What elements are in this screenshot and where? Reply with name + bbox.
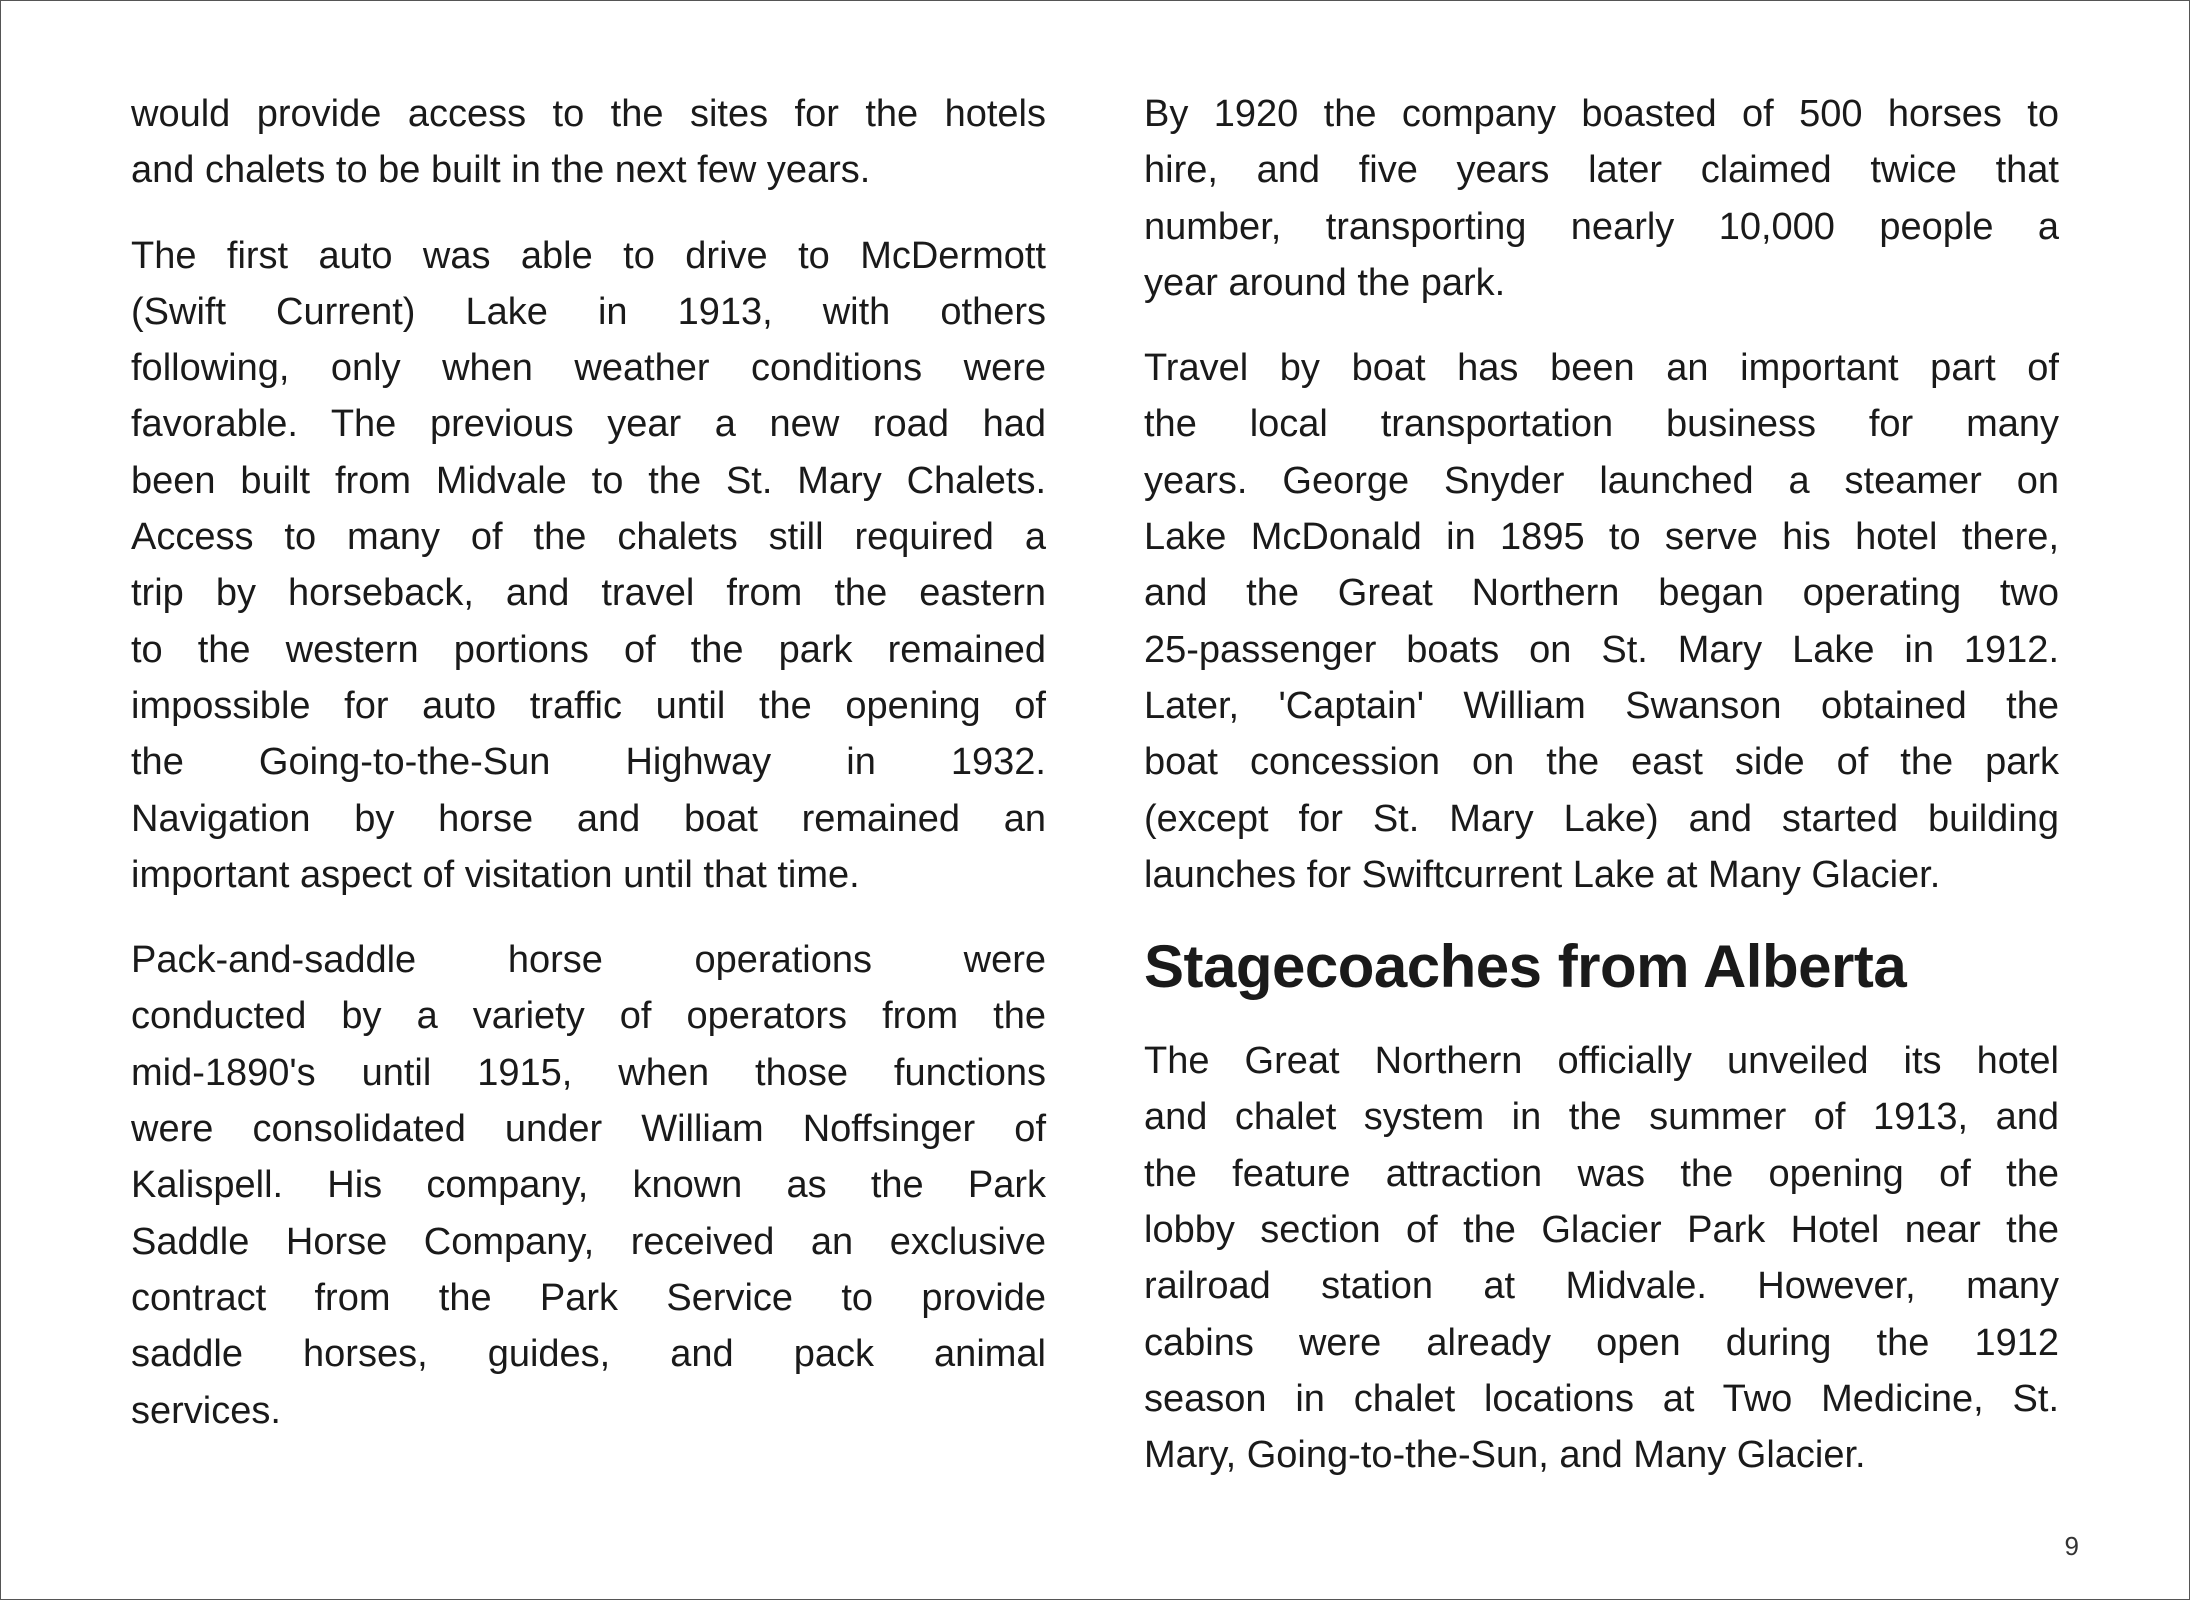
text-line: saddle horses, guides, and pack animal xyxy=(131,1333,1046,1376)
text-line: boat concession on the east side of the park xyxy=(1144,741,2059,784)
text-line: the feature attraction was the opening of the xyxy=(1144,1152,2059,1195)
text-line: (except for St. Mary Lake) and started building xyxy=(1144,797,2059,840)
text-line: years. George Snyder launched a steamer on xyxy=(1144,459,2059,502)
text-line: Later, 'Captain' William Swanson obtained the xyxy=(1144,684,2059,727)
text-line: to the western portions of the park remained xyxy=(131,628,1046,671)
text-line: launches for Swiftcurrent Lake at Many Glacier. xyxy=(1144,853,1941,896)
paragraph xyxy=(131,932,1046,1439)
text-line: Saddle Horse Company, received an exclusive xyxy=(131,1220,1046,1263)
text-line: Pack-and-saddle horse operations were xyxy=(131,939,1046,982)
text-line: services. xyxy=(131,1389,281,1432)
text-line: the local transportation business for many xyxy=(1144,403,2059,446)
text-line: (Swift Current) Lake in 1913, with others xyxy=(131,290,1046,333)
right-column xyxy=(1144,86,2059,1513)
text-line: cabins were already open during the 1912 xyxy=(1144,1321,2059,1364)
text-line: The Great Northern officially unveiled its hotel xyxy=(1144,1040,2059,1083)
text-line: impossible for auto traffic until the opening of xyxy=(131,684,1046,727)
page-number: 9 xyxy=(2064,1531,2079,1561)
text-line: mid-1890's until 1915, when those functions xyxy=(131,1051,1046,1094)
text-line: lobby section of the Glacier Park Hotel near the xyxy=(1144,1209,2059,1252)
text-line: were consolidated under William Noffsinger of xyxy=(131,1108,1046,1151)
paragraph xyxy=(131,228,1046,904)
text-line: year around the park. xyxy=(1144,261,1506,304)
text-line: By 1920 the company boasted of 500 horses to xyxy=(1144,93,2059,135)
text-line: been built from Midvale to the St. Mary Chalets. xyxy=(131,459,1046,502)
paragraph xyxy=(1144,340,2059,903)
right-column-intro xyxy=(1144,86,2059,903)
text-line: Travel by boat has been an important part of xyxy=(1144,347,2059,390)
paragraph xyxy=(131,86,1046,199)
text-line: Kalispell. His company, known as the Park xyxy=(131,1164,1046,1207)
text-line: Lake McDonald in 1895 to serve his hotel there, xyxy=(1144,516,2059,559)
text-line: the Going-to-the-Sun Highway in 1932. xyxy=(131,741,1046,784)
text-line: important aspect of visitation until that time. xyxy=(131,853,860,896)
text-line: Mary, Going-to-the-Sun, and Many Glacier. xyxy=(1144,1434,1866,1477)
text-line: contract from the Park Service to provide xyxy=(131,1276,1046,1319)
text-line: and the Great Northern began operating two xyxy=(1144,572,2059,615)
text-line: number, transporting nearly 10,000 people a xyxy=(1144,205,2059,248)
text-line: would provide access to the sites for the hotels xyxy=(131,93,1046,135)
text-line: trip by horseback, and travel from the eastern xyxy=(131,572,1046,615)
text-line: 25-passenger boats on St. Mary Lake in 1912. xyxy=(1144,628,2059,671)
paragraph xyxy=(1144,86,2059,311)
text-line: and chalet system in the summer of 1913, and xyxy=(1144,1096,2059,1139)
text-line: The first auto was able to drive to McDermott xyxy=(131,234,1046,277)
right-column-section-body xyxy=(1144,1033,2059,1483)
text-line: railroad station at Midvale. However, many xyxy=(1144,1265,2059,1308)
text-line: conducted by a variety of operators from the xyxy=(131,995,1046,1038)
text-line: Access to many of the chalets still required a xyxy=(131,516,1046,559)
text-line: hire, and five years later claimed twice that xyxy=(1144,149,2059,192)
section-heading: Stagecoaches from Alberta xyxy=(1144,933,1907,1001)
text-line: following, only when weather conditions were xyxy=(131,347,1046,390)
text-line: favorable. The previous year a new road had xyxy=(131,403,1046,446)
left-column xyxy=(131,86,1046,1468)
paragraph xyxy=(1144,1033,2059,1483)
text-line: Navigation by horse and boat remained an xyxy=(131,797,1046,840)
text-line: and chalets to be built in the next few years. xyxy=(131,149,871,192)
text-line: season in chalet locations at Two Medicine, St. xyxy=(1144,1377,2059,1420)
